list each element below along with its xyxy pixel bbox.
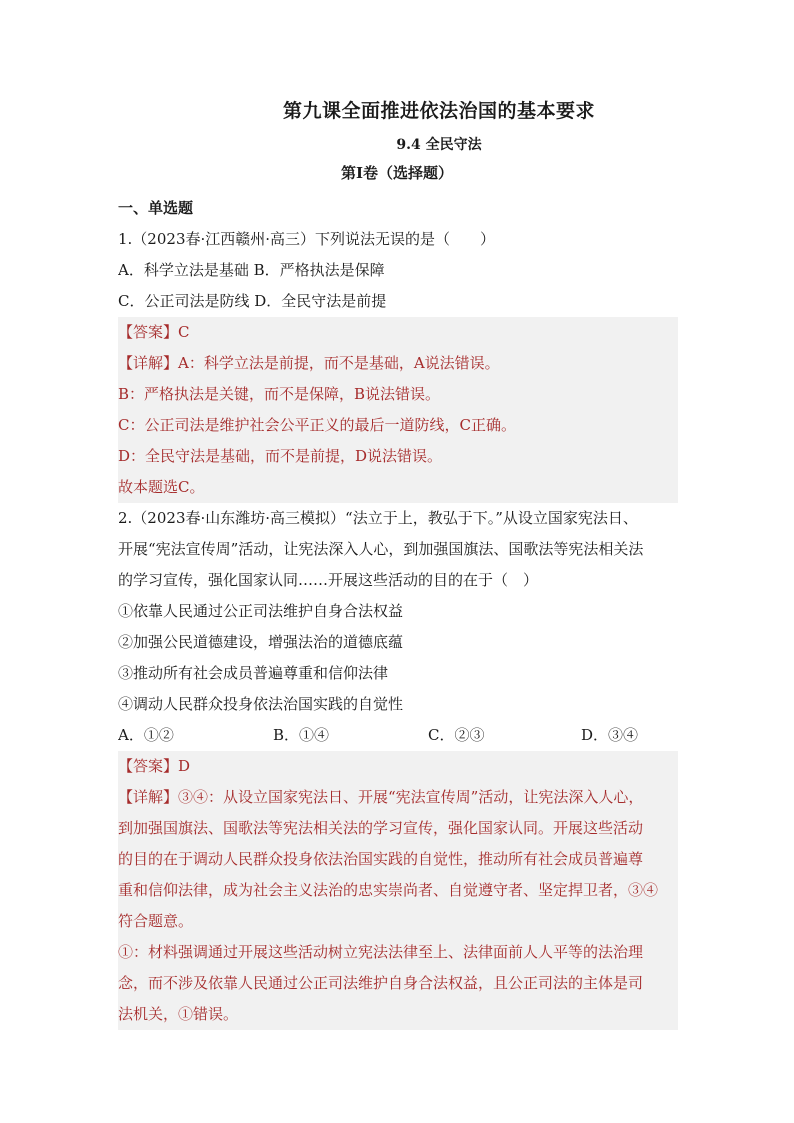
content-area [118, 193, 678, 1030]
question-2-explain-line: ①：材料强调通过开展这些活动树立宪法法律至上、法律面前人人平等的法治理 [118, 937, 678, 968]
answer-value: D [178, 757, 191, 775]
question-2-explain-line: 到加强国旗法、国歌法等宪法相关法的学习宣传，强化国家认同。开展这些活动 [118, 813, 678, 844]
question-2-item: ①依靠人民通过公正司法维护自身合法权益 [118, 602, 404, 620]
question-2-stem-line: 2.（2023春·山东潍坊·高三模拟）“法立于上，教弘于下。”从设立国家宪法日、 [118, 509, 638, 527]
question-2-options [118, 720, 678, 751]
question-2-explain-first [118, 782, 678, 813]
question-2-stem-line: 开展“宪法宣传周”活动，让宪法深入人心，到加强国旗法、国歌法等宪法相关法 [118, 540, 644, 558]
question-1-explain-line: B：严格执法是关键，而不是保障，B说法错误。 [118, 379, 678, 410]
question-2-item: ④调动人民群众投身依法治国实践的自觉性 [118, 695, 404, 713]
question-1-explain-first [118, 348, 678, 379]
answer-value: C [178, 323, 190, 341]
question-2-explain-line: 符合题意。 [118, 906, 678, 937]
question-2-explain-line: 念，而不涉及依靠人民通过公正司法维护自身合法权益，且公正司法的主体是司 [118, 968, 678, 999]
question-2-explain-line: 的目的在于调动人民群众投身依法治国实践的自觉性，推动所有社会成员普遍尊 [118, 844, 678, 875]
lesson-title: 第九课全面推进依法治国的基本要求 [282, 100, 595, 122]
explain-label: 【详解】 [118, 788, 179, 806]
question-1-explain-line: D：全民守法是基础，而不是前提，D说法错误。 [118, 441, 678, 472]
explain-text: ③④：从设立国家宪法日、开展“宪法宣传周”活动，让宪法深入人心， [178, 788, 644, 806]
question-2-item: ②加强公民道德建设，增强法治的道德底蕴 [118, 633, 404, 651]
option-b: B．①④ [273, 726, 330, 744]
question-2-stem-line: 的学习宣传，强化国家认同……开展这些活动的目的在于（ ） [118, 571, 539, 589]
section-heading: 一、单选题 [118, 199, 194, 217]
question-1-stem: 1.（2023春·江西赣州·高三）下列说法无误的是（ ） [118, 230, 496, 248]
question-1-options-ab: A．科学立法是基础 B．严格执法是保障 [118, 261, 385, 279]
answer-label: 【答案】 [118, 757, 179, 775]
section-subtitle: 9.4 全民守法 [396, 137, 482, 153]
question-2-item: ③推动所有社会成员普遍尊重和信仰法律 [118, 664, 389, 682]
explain-label: 【详解】 [118, 354, 179, 372]
question-1-options-cd: C．公正司法是防线 D．全民守法是前提 [118, 292, 387, 310]
question-1-explain-line: C：公正司法是维护社会公平正义的最后一道防线，C正确。 [118, 410, 678, 441]
question-2-answer [118, 751, 678, 782]
volume-heading: 第I卷（选择题） [340, 164, 454, 182]
question-1-answer [118, 317, 678, 348]
question-2-explain-line: 重和信仰法律，成为社会主义法治的忠实崇尚者、自觉遵守者、坚定捍卫者，③④ [118, 875, 678, 906]
explain-text: A：科学立法是前提，而不是基础，A说法错误。 [178, 354, 500, 372]
option-d: D．③④ [581, 726, 639, 744]
question-1-explain-line: 故本题选C。 [118, 472, 678, 503]
answer-label: 【答案】 [118, 323, 179, 341]
option-c: C．②③ [428, 726, 485, 744]
option-a: A．①② [118, 726, 174, 744]
question-2-explain-line: 法机关，①错误。 [118, 999, 678, 1030]
